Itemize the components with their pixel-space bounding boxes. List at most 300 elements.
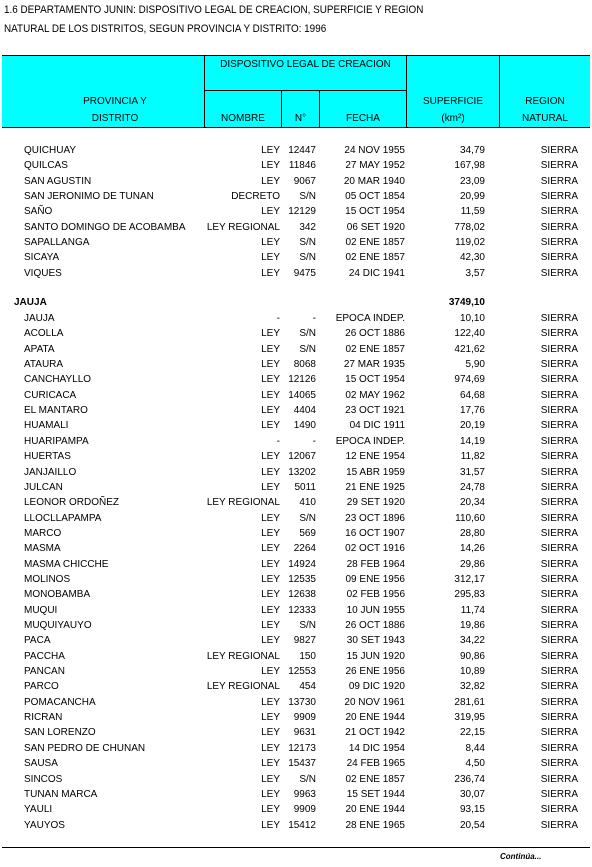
superficie-value: 10,89 [459, 666, 485, 678]
dispositivo-numero: 9909 [293, 804, 316, 816]
header-subrule [204, 90, 406, 91]
dispositivo-fecha: 28 ENE 1965 [345, 819, 405, 831]
dispositivo-nombre: LEY [261, 405, 280, 417]
dispositivo-numero: 14065 [288, 389, 316, 401]
dispositivo-fecha: 15 JUN 1920 [346, 650, 405, 662]
dispositivo-numero: 13730 [288, 696, 316, 708]
superficie-value: 90,86 [459, 650, 485, 662]
table-row [0, 388, 592, 403]
district-name: PACCHA [24, 650, 65, 662]
dispositivo-nombre: LEY [261, 804, 280, 816]
region-value: SIERRA [540, 788, 578, 800]
table-row [0, 572, 592, 587]
dispositivo-numero: 150 [299, 650, 316, 662]
district-name: JAUJA [14, 297, 47, 308]
dispositivo-nombre: LEY [261, 374, 280, 386]
region-value: SIERRA [540, 359, 578, 371]
dispositivo-numero: 342 [299, 221, 316, 233]
region-value: SIERRA [540, 742, 578, 754]
dispositivo-numero: 12447 [288, 145, 316, 156]
dispositivo-numero: 12173 [288, 742, 316, 754]
table-row [0, 741, 592, 756]
dispositivo-numero: S/N [299, 328, 316, 340]
dispositivo-numero: 5011 [294, 481, 316, 493]
district-name: APATA [24, 343, 55, 355]
district-name: JAUJA [24, 313, 55, 324]
region-value: SIERRA [540, 666, 578, 678]
table-row [0, 587, 592, 602]
table-row [0, 357, 592, 372]
dispositivo-numero: - [312, 435, 316, 447]
district-name: QUILCAS [24, 160, 68, 172]
header-region: REGION [525, 96, 565, 107]
table-row [0, 418, 592, 433]
superficie-value: 17,76 [459, 405, 485, 417]
district-name: MARCO [24, 527, 62, 539]
dispositivo-fecha: 24 DIC 1941 [348, 267, 405, 279]
dispositivo-nombre: LEY REGIONAL [206, 497, 280, 509]
region-value: SIERRA [540, 620, 578, 631]
dispositivo-fecha: 26 OCT 1886 [345, 328, 405, 340]
dispositivo-numero: 9067 [293, 175, 316, 187]
table-row [0, 326, 592, 341]
table-row [0, 541, 592, 556]
superficie-value: 319,95 [454, 712, 485, 724]
dispositivo-nombre: LEY [261, 573, 280, 585]
dispositivo-nombre: LEY [261, 145, 280, 156]
dispositivo-nombre: LEY [261, 420, 280, 432]
dispositivo-fecha: 26 OCT 1886 [345, 620, 405, 631]
dispositivo-nombre: LEY [261, 343, 280, 355]
superficie-value: 11,59 [460, 206, 485, 218]
table-row [0, 174, 592, 189]
table-row [0, 311, 592, 326]
dispositivo-fecha: 02 ENE 1857 [345, 237, 405, 249]
dispositivo-nombre: LEY [261, 543, 280, 555]
district-name: HUARIPAMPA [24, 435, 89, 447]
table-row [0, 725, 592, 740]
region-value: SIERRA [540, 727, 578, 739]
dispositivo-numero: 12126 [288, 374, 316, 386]
dispositivo-fecha: 09 DIC 1920 [348, 681, 405, 693]
dispositivo-numero: 9909 [293, 712, 316, 724]
district-name: CURICACA [24, 389, 77, 401]
superficie-value: 20,19 [459, 420, 485, 432]
dispositivo-fecha: 23 OCT 1921 [345, 405, 405, 417]
header-dispositivo: DISPOSITIVO LEGAL DE CREACION [220, 59, 391, 70]
superficie-value: 28,80 [459, 527, 485, 539]
table-row [0, 266, 592, 281]
district-name: PACA [24, 635, 51, 647]
district-name: SAUSA [24, 758, 58, 770]
district-name: ATAURA [24, 359, 64, 371]
dispositivo-nombre: DECRETO [231, 191, 280, 203]
district-name: ACOLLA [24, 328, 64, 340]
table-row [0, 802, 592, 817]
dispositivo-nombre: LEY REGIONAL [206, 221, 280, 233]
dispositivo-numero: S/N [299, 773, 316, 785]
district-name: LEONOR ORDOÑEZ [24, 497, 120, 509]
region-value: SIERRA [540, 481, 578, 493]
region-value: SIERRA [540, 221, 578, 233]
table-row [0, 695, 592, 710]
superficie-value: 19,86 [459, 620, 485, 631]
title-line-1: 1.6 DEPARTAMENTO JUNIN: DISPOSITIVO LEGAL DE CREACION, SUPERFICIE Y REGION [4, 4, 424, 16]
superficie-value: 93,15 [459, 804, 485, 816]
region-value: SIERRA [540, 650, 578, 662]
superficie-value: 34,22 [459, 635, 485, 647]
table-row [0, 220, 592, 235]
dispositivo-fecha: 15 OCT 1954 [345, 374, 405, 386]
table-row [0, 449, 592, 464]
province-row [0, 295, 592, 310]
table-row [0, 143, 592, 158]
header-region-natural: NATURAL [522, 113, 568, 124]
dispositivo-numero: 12129 [288, 206, 316, 218]
region-value: SIERRA [540, 175, 578, 187]
table-row [0, 403, 592, 418]
dispositivo-fecha: 29 SET 1920 [346, 497, 405, 509]
superficie-value: 20,99 [459, 191, 485, 203]
dispositivo-nombre: LEY [261, 267, 280, 279]
header-superficie: SUPERFICIE [422, 96, 483, 107]
region-value: SIERRA [540, 420, 578, 432]
superficie-value: 34,79 [459, 145, 485, 156]
dispositivo-nombre: LEY [261, 175, 280, 187]
dispositivo-nombre: LEY [261, 451, 280, 463]
superficie-value: 778,02 [454, 221, 485, 233]
dispositivo-numero: S/N [299, 237, 316, 249]
table-row [0, 557, 592, 572]
region-value: SIERRA [540, 313, 578, 324]
superficie-value: 5,90 [465, 359, 485, 371]
dispositivo-nombre: LEY [261, 604, 280, 616]
dispositivo-nombre: LEY [261, 773, 280, 785]
region-value: SIERRA [540, 589, 578, 601]
dispositivo-nombre: - [276, 313, 280, 324]
superficie-value: 167,98 [454, 160, 485, 172]
header-numero: N° [294, 113, 307, 124]
dispositivo-fecha: 15 OCT 1954 [345, 206, 405, 218]
superficie-value: 20,34 [459, 497, 485, 509]
superficie-value: 14,19 [459, 435, 485, 447]
table-row [0, 603, 592, 618]
district-name: PARCO [24, 681, 59, 693]
dispositivo-fecha: 02 OCT 1916 [345, 543, 405, 555]
dispositivo-fecha: EPOCA INDEP. [335, 313, 405, 324]
region-value: SIERRA [540, 573, 578, 585]
superficie-value: 20,54 [459, 819, 485, 831]
dispositivo-nombre: LEY [261, 712, 280, 724]
region-value: SIERRA [540, 681, 578, 693]
superficie-value: 3749,10 [448, 297, 485, 308]
superficie-value: 64,68 [459, 389, 485, 401]
dispositivo-nombre: LEY [261, 527, 280, 539]
district-name: JANJAILLO [24, 466, 77, 478]
dispositivo-nombre: - [276, 435, 280, 447]
dispositivo-fecha: 20 NOV 1961 [344, 696, 405, 708]
superficie-value: 24,78 [459, 481, 485, 493]
table-row [0, 664, 592, 679]
dispositivo-numero: 1490 [293, 420, 316, 432]
dispositivo-numero: 11846 [288, 160, 316, 172]
superficie-value: 11,82 [460, 451, 485, 463]
table-row [0, 204, 592, 219]
table-row [0, 618, 592, 633]
dispositivo-numero: S/N [299, 191, 316, 203]
region-value: SIERRA [540, 773, 578, 785]
dispositivo-numero: 9631 [293, 727, 316, 739]
dispositivo-numero: 12333 [288, 604, 316, 616]
region-value: SIERRA [540, 237, 578, 249]
region-value: SIERRA [540, 145, 578, 156]
dispositivo-fecha: 28 FEB 1964 [346, 558, 405, 570]
region-value: SIERRA [540, 804, 578, 816]
superficie-value: 42,30 [459, 252, 485, 264]
dispositivo-numero: 9963 [293, 788, 316, 800]
dispositivo-fecha: 04 DIC 1911 [349, 420, 405, 432]
region-value: SIERRA [540, 712, 578, 724]
dispositivo-numero: S/N [299, 620, 316, 631]
district-name: SAN LORENZO [24, 727, 96, 739]
region-value: SIERRA [540, 252, 578, 264]
table-row [0, 787, 592, 802]
dispositivo-fecha: EPOCA INDEP. [335, 435, 405, 447]
superficie-value: 281,61 [454, 696, 485, 708]
dispositivo-numero: 2264 [293, 543, 316, 555]
dispositivo-numero: 14924 [288, 558, 316, 570]
table-row [0, 235, 592, 250]
district-name: JULCAN [24, 481, 63, 493]
dispositivo-numero: 8068 [293, 359, 316, 371]
table-row [0, 189, 592, 204]
region-value: SIERRA [540, 696, 578, 708]
table-row [0, 526, 592, 541]
table-row [0, 679, 592, 694]
table-row [0, 495, 592, 510]
region-value: SIERRA [540, 466, 578, 478]
district-name: MASMA CHICCHE [24, 558, 109, 570]
district-name: CANCHAYLLO [24, 374, 92, 386]
district-name: YAUYOS [24, 819, 65, 831]
header-provincia: PROVINCIA Y [83, 96, 147, 107]
region-value: SIERRA [540, 758, 578, 770]
table-bottom-rule [2, 847, 590, 848]
dispositivo-nombre: LEY [261, 252, 280, 264]
district-name: MOLINOS [24, 573, 71, 585]
district-name: POMACANCHA [24, 696, 96, 708]
superficie-value: 312,17 [454, 573, 485, 585]
dispositivo-nombre: LEY [261, 481, 280, 493]
dispositivo-fecha: 15 SET 1944 [346, 788, 405, 800]
district-name: RICRAN [24, 712, 63, 724]
dispositivo-nombre: LEY REGIONAL [206, 650, 280, 662]
table-row [0, 710, 592, 725]
superficie-value: 236,74 [454, 773, 485, 785]
table-row [0, 342, 592, 357]
dispositivo-numero: 12553 [288, 666, 316, 678]
dispositivo-numero: 9475 [293, 267, 316, 279]
district-name: VIQUES [24, 267, 62, 279]
dispositivo-fecha: 27 MAY 1952 [345, 160, 405, 172]
superficie-value: 110,60 [455, 512, 485, 524]
region-value: SIERRA [540, 558, 578, 570]
district-name: SINCOS [24, 773, 63, 785]
dispositivo-nombre: LEY [261, 237, 280, 249]
superficie-value: 11,74 [460, 604, 485, 616]
dispositivo-fecha: 06 SET 1920 [346, 221, 405, 233]
dispositivo-fecha: 20 MAR 1940 [343, 175, 405, 187]
district-name: SAÑO [24, 206, 53, 218]
dispositivo-nombre: LEY [261, 512, 280, 524]
dispositivo-nombre: LEY [261, 758, 280, 770]
region-value: SIERRA [540, 604, 578, 616]
dispositivo-nombre: LEY [261, 206, 280, 218]
superficie-value: 29,86 [459, 558, 485, 570]
dispositivo-fecha: 23 OCT 1896 [345, 512, 405, 524]
dispositivo-nombre: LEY [261, 160, 280, 172]
region-value: SIERRA [540, 497, 578, 509]
dispositivo-fecha: 24 FEB 1965 [346, 758, 405, 770]
dispositivo-fecha: 16 OCT 1907 [345, 527, 405, 539]
region-value: SIERRA [540, 206, 578, 218]
dispositivo-fecha: 30 SET 1943 [346, 635, 405, 647]
district-name: MONOBAMBA [24, 589, 91, 601]
superficie-value: 30,07 [459, 788, 485, 800]
table-row [0, 480, 592, 495]
dispositivo-nombre: LEY [261, 328, 280, 340]
header-bottom-rule [2, 127, 590, 128]
region-value: SIERRA [540, 543, 578, 555]
dispositivo-nombre: LEY [261, 696, 280, 708]
region-value: SIERRA [540, 635, 578, 647]
dispositivo-fecha: 02 ENE 1857 [345, 773, 405, 785]
dispositivo-nombre: LEY [261, 788, 280, 800]
dispositivo-fecha: 12 ENE 1954 [345, 451, 405, 463]
table-row [0, 511, 592, 526]
district-name: LLOCLLAPAMPA [24, 512, 102, 524]
dispositivo-nombre: LEY [261, 742, 280, 754]
region-value: SIERRA [540, 389, 578, 401]
region-value: SIERRA [540, 512, 578, 524]
dispositivo-fecha: 02 FEB 1956 [346, 589, 405, 601]
superficie-value: 119,02 [455, 237, 485, 249]
district-name: PANCAN [24, 666, 65, 678]
region-value: SIERRA [540, 451, 578, 463]
dispositivo-nombre: LEY [261, 635, 280, 647]
dispositivo-fecha: 21 ENE 1925 [345, 481, 405, 493]
dispositivo-numero: 410 [299, 497, 316, 509]
superficie-value: 22,15 [459, 727, 485, 739]
continues-note: Continúa... [500, 852, 542, 861]
header-fecha: FECHA [346, 113, 380, 124]
header-superficie-unit: (km²) [441, 113, 465, 124]
district-name: EL MANTARO [24, 405, 88, 417]
region-value: SIERRA [540, 160, 578, 172]
dispositivo-fecha: 02 MAY 1962 [345, 389, 405, 401]
dispositivo-numero: 12535 [288, 573, 316, 585]
district-name: SAN JERONIMO DE TUNAN [24, 191, 154, 203]
dispositivo-nombre: LEY REGIONAL [206, 681, 280, 693]
dispositivo-nombre: LEY [261, 466, 280, 478]
dispositivo-nombre: LEY [261, 558, 280, 570]
dispositivo-fecha: 21 OCT 1942 [345, 727, 405, 739]
district-name: QUICHUAY [24, 145, 77, 156]
dispositivo-nombre: LEY [261, 620, 280, 631]
table-row [0, 372, 592, 387]
dispositivo-fecha: 20 ENE 1944 [345, 804, 405, 816]
dispositivo-fecha: 05 OCT 1854 [345, 191, 405, 203]
district-name: SANTO DOMINGO DE ACOBAMBA [24, 221, 186, 233]
region-value: SIERRA [540, 343, 578, 355]
dispositivo-nombre: LEY [261, 666, 280, 678]
region-value: SIERRA [540, 191, 578, 203]
district-name: MUQUIYAUYO [24, 620, 92, 631]
table-row [0, 772, 592, 787]
dispositivo-fecha: 27 MAR 1935 [343, 359, 405, 371]
dispositivo-nombre: LEY [261, 727, 280, 739]
superficie-value: 122,40 [454, 328, 485, 340]
district-name: SICAYA [24, 252, 60, 264]
district-name: SAN AGUSTIN [24, 175, 92, 187]
superficie-value: 4,50 [465, 758, 485, 770]
superficie-value: 421,62 [454, 343, 485, 355]
dispositivo-fecha: 20 ENE 1944 [345, 712, 405, 724]
district-name: MUQUI [24, 604, 58, 616]
dispositivo-nombre: LEY [261, 359, 280, 371]
district-name: MASMA [24, 543, 61, 555]
dispositivo-fecha: 24 NOV 1955 [344, 145, 405, 156]
dispositivo-fecha: 14 DIC 1954 [348, 742, 405, 754]
district-name: HUERTAS [24, 451, 71, 463]
table-row [0, 465, 592, 480]
dispositivo-fecha: 10 JUN 1955 [346, 604, 405, 616]
table-row [0, 818, 592, 833]
header-top-rule [2, 55, 590, 56]
dispositivo-fecha: 15 ABR 1959 [346, 466, 405, 478]
dispositivo-numero: 15437 [288, 758, 316, 770]
region-value: SIERRA [540, 405, 578, 417]
district-name: HUAMALI [24, 420, 69, 432]
title-line-2: NATURAL DE LOS DISTRITOS, SEGUN PROVINCIA Y DISTRITO: 1996 [4, 23, 327, 35]
dispositivo-numero: S/N [299, 512, 316, 524]
dispositivo-numero: S/N [299, 252, 316, 264]
dispositivo-numero: S/N [299, 343, 316, 355]
superficie-value: 31,57 [459, 466, 485, 478]
superficie-value: 3,57 [465, 267, 485, 279]
table-row [0, 250, 592, 265]
dispositivo-fecha: 02 ENE 1857 [345, 343, 405, 355]
superficie-value: 14,26 [459, 543, 485, 555]
dispositivo-numero: 4404 [293, 405, 316, 417]
district-name: TUNAN MARCA [24, 788, 98, 800]
region-value: SIERRA [540, 267, 578, 279]
district-name: YAULI [24, 804, 53, 816]
superficie-value: 8,44 [465, 742, 485, 754]
dispositivo-numero: 12067 [288, 451, 316, 463]
table-row [0, 158, 592, 173]
dispositivo-numero: 569 [299, 527, 316, 539]
dispositivo-fecha: 09 ENE 1956 [345, 573, 405, 585]
dispositivo-numero: 12638 [288, 589, 316, 601]
dispositivo-numero: 9827 [293, 635, 316, 647]
superficie-value: 295,83 [454, 589, 485, 601]
superficie-value: 10,10 [459, 313, 485, 324]
region-value: SIERRA [540, 819, 578, 831]
superficie-value: 32,82 [459, 681, 485, 693]
dispositivo-numero: 15412 [288, 819, 316, 831]
dispositivo-numero: 454 [299, 681, 316, 693]
